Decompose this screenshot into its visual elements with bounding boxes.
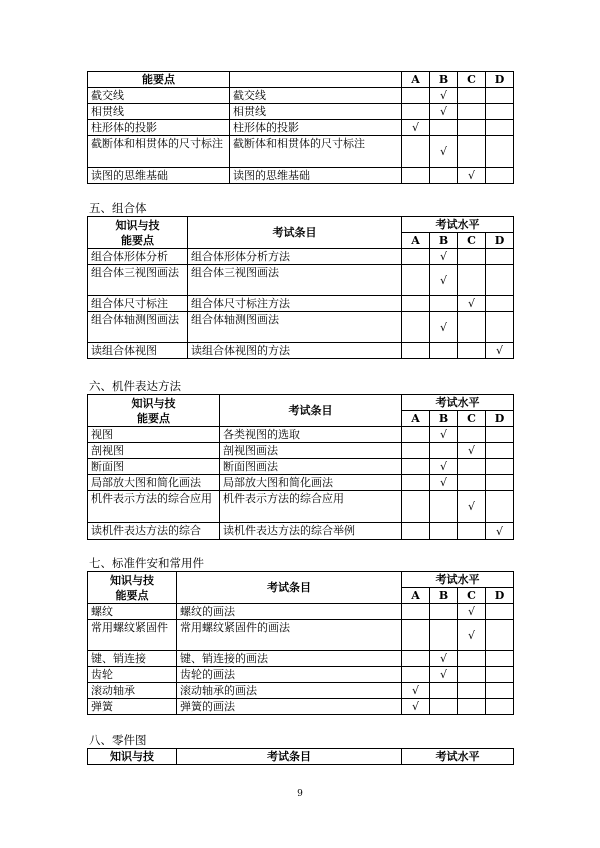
exam-item: 机件表示方法的综合应用 [220,491,402,523]
level-b-mark: √ [430,427,458,443]
level-c-mark [458,104,486,120]
knowledge-point: 断面图 [88,459,220,475]
level-a-mark [402,343,430,359]
level-a-mark [402,265,430,296]
table-row [88,620,514,651]
level-c-mark [458,88,486,104]
header-level-a: A [402,588,430,604]
level-d-mark [486,604,514,620]
level-b-mark: √ [430,475,458,491]
level-c-mark: √ [458,604,486,620]
level-b-mark: √ [430,265,458,296]
level-b-mark [430,620,458,651]
level-c-mark [458,312,486,343]
level-a-mark [402,249,430,265]
level-a-mark [402,523,430,540]
exam-item: 螺纹的画法 [177,604,402,620]
table-row [88,343,514,359]
header-exam-item: 考试条目 [177,572,402,604]
level-d-mark [486,475,514,491]
level-d-mark [486,265,514,296]
header-exam-level: 考试水平 [402,749,514,765]
level-c-mark [458,265,486,296]
level-a-mark: √ [402,120,430,136]
level-b-mark [430,168,458,184]
level-a-mark [402,296,430,312]
exam-item: 相贯线 [230,104,402,120]
knowledge-point: 读组合体视图 [88,343,188,359]
table-row [88,491,514,523]
table-row [88,249,514,265]
header-level-b: B [430,588,458,604]
level-d-mark [486,491,514,523]
exam-item: 读机件表达方法的综合举例 [220,523,402,540]
level-c-mark [458,120,486,136]
standard-parts-table [87,571,514,715]
level-a-mark: √ [402,699,430,715]
knowledge-point: 组合体轴测图画法 [88,312,188,343]
header-level-b: B [430,72,458,88]
level-b-mark [430,604,458,620]
level-c-mark [458,523,486,540]
level-a-mark [402,459,430,475]
exam-item: 局部放大图和简化画法 [220,475,402,491]
level-d-mark [486,651,514,667]
level-d-mark [486,459,514,475]
exam-item: 组合体轴测图画法 [188,312,402,343]
exam-item: 组合体三视图画法 [188,265,402,296]
level-a-mark [402,475,430,491]
table-row [88,120,514,136]
table-row [88,136,514,168]
level-a-mark [402,136,430,168]
level-c-mark: √ [458,620,486,651]
header-level-c: C [458,411,486,427]
knowledge-point: 滚动轴承 [88,683,177,699]
level-b-mark [430,443,458,459]
level-d-mark [486,312,514,343]
level-a-mark: √ [402,683,430,699]
header-knowledge-point: 能要点 [88,72,230,88]
table-row [88,651,514,667]
header-level-c: C [458,72,486,88]
level-c-mark: √ [458,491,486,523]
level-d-mark [486,699,514,715]
section-title: 七、标准件安和常用件 [89,556,204,570]
header-level-b: B [430,233,458,249]
level-a-mark [402,604,430,620]
combination-table [87,216,514,359]
section-title: 六、机件表达方法 [89,379,181,393]
knowledge-point: 螺纹 [88,604,177,620]
exam-item: 断面图画法 [220,459,402,475]
exam-item: 滚动轴承的画法 [177,683,402,699]
section-title: 五、组合体 [89,201,147,215]
header-level-c: C [458,233,486,249]
table-row [88,296,514,312]
level-d-mark: √ [486,523,514,540]
level-c-mark [458,249,486,265]
knowledge-point: 截交线 [88,88,230,104]
knowledge-point: 剖视图 [88,443,220,459]
exam-item: 截断体和相贯体的尺寸标注 [230,136,402,168]
level-d-mark: √ [486,343,514,359]
table-header-row [88,72,514,88]
header-exam-level: 考试水平 [402,572,514,588]
table-header-row [88,572,514,588]
table-row [88,683,514,699]
knowledge-point: 柱形体的投影 [88,120,230,136]
knowledge-point: 机件表示方法的综合应用 [88,491,220,523]
exam-item: 弹簧的画法 [177,699,402,715]
level-c-mark: √ [458,443,486,459]
level-b-mark [430,120,458,136]
exam-item: 键、销连接的画法 [177,651,402,667]
table-row [88,459,514,475]
level-a-mark [402,491,430,523]
level-d-mark [486,104,514,120]
header-level-a: A [402,233,430,249]
representation-table [87,394,514,540]
level-d-mark [486,296,514,312]
level-c-mark [458,427,486,443]
table-row [88,523,514,540]
exam-item: 柱形体的投影 [230,120,402,136]
level-b-mark: √ [430,312,458,343]
header-knowledge-point: 知识与技 能要点 [88,572,177,604]
level-d-mark [486,120,514,136]
table-header-row [88,749,514,765]
level-b-mark: √ [430,88,458,104]
header-level-d: D [486,72,514,88]
header-level-d: D [486,588,514,604]
level-b-mark [430,683,458,699]
level-d-mark [486,667,514,683]
level-a-mark [402,88,430,104]
level-b-mark [430,491,458,523]
header-knowledge-point: 知识与技 [88,749,177,765]
header-level-c: C [458,588,486,604]
header-exam-level: 考试水平 [402,217,514,233]
knowledge-point: 读机件表达方法的综合 [88,523,220,540]
level-a-mark [402,620,430,651]
page-number: 9 [297,789,303,799]
level-b-mark [430,699,458,715]
level-c-mark: √ [458,168,486,184]
header-level-a: A [402,411,430,427]
table-row [88,667,514,683]
knowledge-point: 常用螺纹紧固件 [88,620,177,651]
knowledge-point: 组合体尺寸标注 [88,296,188,312]
exam-item: 齿轮的画法 [177,667,402,683]
header-exam-item: 考试条目 [220,395,402,427]
table-row [88,168,514,184]
level-d-mark [486,683,514,699]
table-row [88,475,514,491]
level-c-mark [458,667,486,683]
exam-item: 读图的思维基础 [230,168,402,184]
header-level-d: D [486,233,514,249]
table-row [88,265,514,296]
knowledge-point: 截断体和相贯体的尺寸标注 [88,136,230,168]
knowledge-point: 视图 [88,427,220,443]
level-a-mark [402,443,430,459]
level-d-mark [486,443,514,459]
table-header-row [88,217,514,233]
level-a-mark [402,312,430,343]
table-row [88,699,514,715]
level-b-mark: √ [430,459,458,475]
table-row [88,88,514,104]
knowledge-point: 组合体形体分析 [88,249,188,265]
level-d-mark [486,427,514,443]
knowledge-point: 局部放大图和简化画法 [88,475,220,491]
header-knowledge-point: 知识与技 能要点 [88,395,220,427]
header-level-a: A [402,72,430,88]
level-b-mark [430,296,458,312]
level-d-mark [486,168,514,184]
level-c-mark [458,343,486,359]
part-drawing-table [87,748,514,765]
level-d-mark [486,88,514,104]
knowledge-point: 齿轮 [88,667,177,683]
level-b-mark [430,343,458,359]
level-c-mark [458,651,486,667]
exam-item: 读组合体视图的方法 [188,343,402,359]
table-row [88,312,514,343]
level-a-mark [402,104,430,120]
exam-item: 组合体形体分析方法 [188,249,402,265]
header-level-d: D [486,411,514,427]
header-level-b: B [430,411,458,427]
header-exam-item: 考试条目 [177,749,402,765]
level-c-mark [458,475,486,491]
knowledge-point: 读图的思维基础 [88,168,230,184]
table-header-row [88,395,514,411]
exam-item: 截交线 [230,88,402,104]
table-row [88,443,514,459]
level-c-mark [458,683,486,699]
level-a-mark [402,168,430,184]
level-c-mark: √ [458,296,486,312]
level-d-mark [486,136,514,168]
level-b-mark: √ [430,249,458,265]
exam-item: 组合体尺寸标注方法 [188,296,402,312]
exam-item: 各类视图的选取 [220,427,402,443]
projection-table [87,71,514,184]
level-b-mark: √ [430,136,458,168]
level-b-mark [430,523,458,540]
header-knowledge-point: 知识与技 能要点 [88,217,188,249]
exam-item: 剖视图画法 [220,443,402,459]
header-exam-item: 考试条目 [188,217,402,249]
level-a-mark [402,651,430,667]
header-exam-level: 考试水平 [402,395,514,411]
level-c-mark [458,136,486,168]
level-b-mark: √ [430,667,458,683]
level-d-mark [486,620,514,651]
level-b-mark: √ [430,651,458,667]
knowledge-point: 相贯线 [88,104,230,120]
level-a-mark [402,667,430,683]
table-row [88,427,514,443]
knowledge-point: 键、销连接 [88,651,177,667]
level-c-mark [458,459,486,475]
exam-item: 常用螺纹紧固件的画法 [177,620,402,651]
knowledge-point: 组合体三视图画法 [88,265,188,296]
knowledge-point: 弹簧 [88,699,177,715]
level-a-mark [402,427,430,443]
level-c-mark [458,699,486,715]
level-d-mark [486,249,514,265]
table-row [88,604,514,620]
table-row [88,104,514,120]
section-title: 八、零件图 [89,733,147,747]
header-exam-item [230,72,402,88]
level-b-mark: √ [430,104,458,120]
